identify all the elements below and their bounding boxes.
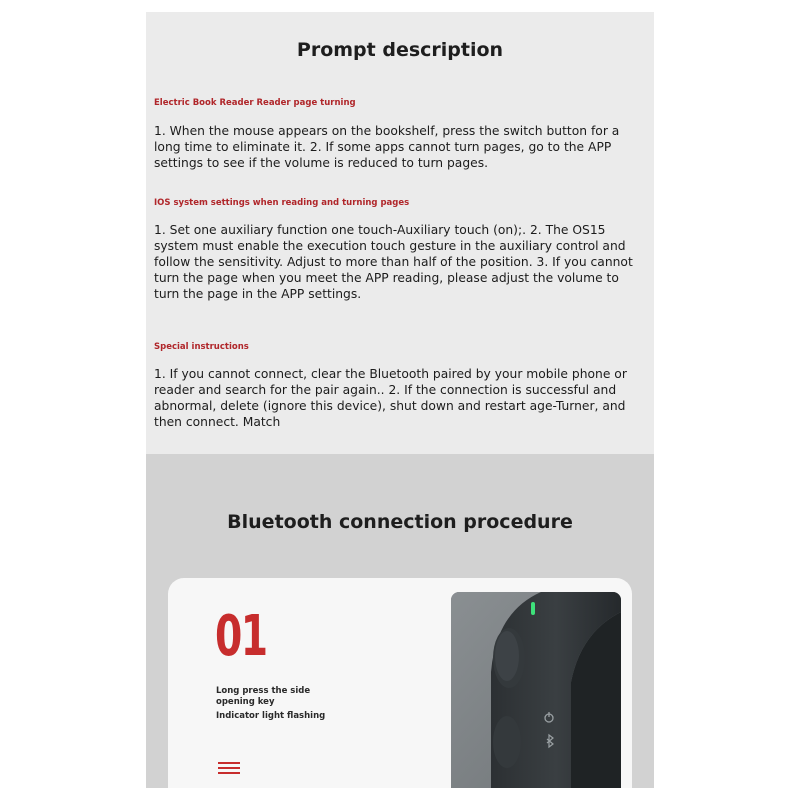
- section-label-ebook: Electric Book Reader Reader page turning: [154, 98, 356, 108]
- section-text-special: 1. If you cannot connect, clear the Bluetooth paired by your mobile phone or reader and search for the pair again.. 2. If the connection is successful and abnormal, delete (ignore this device), shut down and restart age-Turner, and then connect. Match: [154, 367, 627, 429]
- step-card: [168, 578, 632, 788]
- section-label-special: Special instructions: [154, 342, 249, 352]
- step-desc-line3: Indicator light flashing: [216, 711, 326, 721]
- step-number: 01: [215, 604, 267, 669]
- device-photo: [451, 592, 621, 788]
- menu-lines-icon: [218, 762, 240, 777]
- prompt-title: Prompt description: [296, 39, 504, 61]
- step-desc-line1: Long press the side: [216, 686, 311, 696]
- step-desc-line2: opening key: [216, 697, 275, 707]
- prompt-panel: [146, 12, 654, 454]
- bluetooth-panel: [146, 454, 654, 788]
- section-text-ios: 1. Set one auxiliary function one touch-Auxiliary touch (on);. 2. The OS15 system must enable the execution touch gesture in the auxiliary control and follow the sensitivity. Adjust to more than half of the position. 3. If you cannot turn the page when you meet the APP reading, please adjust the volume to turn the page in the APP settings.: [154, 223, 633, 301]
- indicator-light: [531, 602, 535, 615]
- bluetooth-title: Bluetooth connection procedure: [227, 511, 573, 533]
- section-text-ebook: 1. When the mouse appears on the bookshelf, press the switch button for a long time to eliminate it. 2. If some apps cannot turn pages, go to the APP settings to see if the volume is reduced to turn pages.: [154, 124, 620, 170]
- page-turner-device-image: [451, 592, 621, 788]
- section-label-ios: IOS system settings when reading and turning pages: [154, 198, 410, 208]
